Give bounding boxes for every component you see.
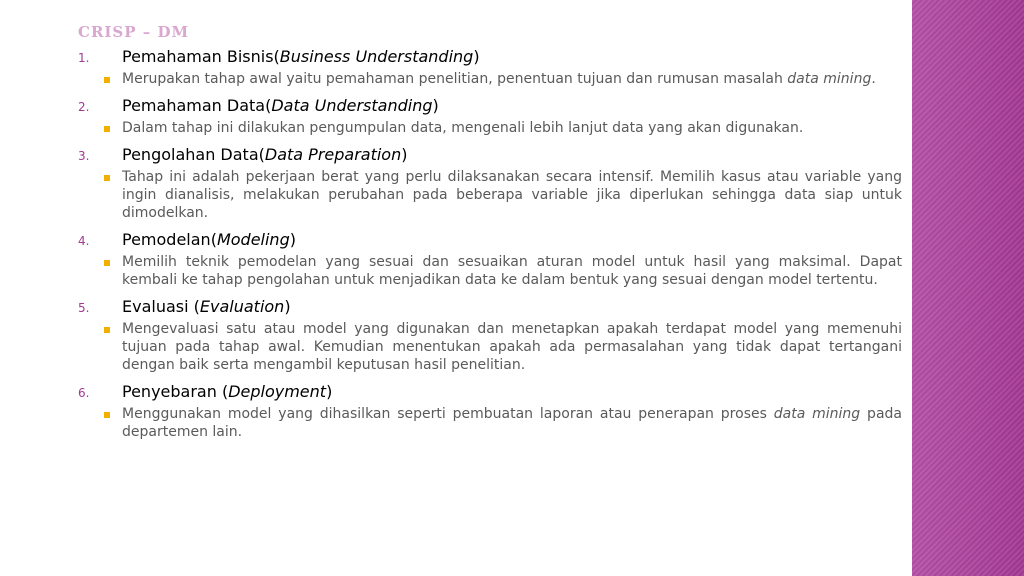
square-bullet-icon [104, 126, 110, 132]
step-title-italic: Modeling [216, 230, 290, 249]
desc-text-before: Dalam tahap ini dilakukan pengumpulan data, mengenali lebih lanjut data yang akan digunakan. [122, 120, 804, 136]
step-description-text [122, 320, 902, 374]
step-title [122, 379, 332, 405]
step-title-main: Evaluasi ( [122, 297, 200, 316]
desc-text-italic: data mining [787, 71, 872, 87]
square-bullet-icon [104, 412, 110, 418]
step-title-end: ) [473, 47, 480, 66]
desc-text-after: . [871, 71, 876, 87]
step-title-italic: Evaluation [199, 297, 285, 316]
list-item [78, 142, 902, 222]
desc-text-italic: data mining [773, 406, 861, 422]
step-description [78, 320, 902, 374]
step-title-main: Pengolahan Data( [122, 145, 265, 164]
step-title [122, 93, 439, 119]
desc-text-before: Mengevaluasi satu atau model yang digunakan dan menetapkan apakah terdapat model yang memenuhi tujuan pada tahap awal. Kemudian menentukan apakah ada permasalahan yang tidak dapat tertangani dengan baik serta mengambil keputusan hasil penelitian. [122, 321, 902, 373]
step-number: 6. [78, 386, 90, 400]
desc-text-before: Tahap ini adalah pekerjaan berat yang perlu dilaksanakan secara intensif. Memilih kasus atau variable yang ingin dianalisis, melakukan perubahan pada beberapa variable jika diperlukan sehingga data siap untuk dimodelkan. [122, 169, 902, 221]
step-description [78, 405, 902, 441]
step-title [122, 142, 407, 168]
step-title-end: ) [326, 382, 333, 401]
step-title-italic: Business Understanding [279, 47, 474, 66]
step-description-text [122, 253, 902, 289]
step-title [122, 227, 296, 253]
step-description [78, 168, 902, 222]
desc-text-before: Menggunakan model yang dihasilkan seperti pembuatan laporan atau penerapan proses [122, 406, 774, 422]
list-item [78, 227, 902, 289]
step-description [78, 119, 902, 137]
step-title-end: ) [401, 145, 408, 164]
step-number: 2. [78, 100, 90, 114]
step-description-text [122, 168, 902, 222]
step-description-text [122, 405, 902, 441]
step-heading [78, 93, 902, 119]
step-title [122, 294, 291, 320]
square-bullet-icon [104, 77, 110, 83]
step-number: 5. [78, 301, 90, 315]
square-bullet-icon [104, 175, 110, 181]
step-heading [78, 379, 902, 405]
list-item [78, 294, 902, 374]
step-number: 4. [78, 234, 90, 248]
slide-title: CRISP – DM [78, 23, 190, 41]
step-description-text [122, 119, 902, 137]
step-number: 3. [78, 149, 90, 163]
step-title-end: ) [289, 230, 296, 249]
step-description [78, 253, 902, 289]
step-heading [78, 44, 902, 70]
list-item [78, 379, 902, 441]
desc-text-after: pada departemen lain. [122, 406, 902, 440]
slide-content [78, 20, 902, 446]
step-heading [78, 294, 902, 320]
step-title-italic: Data Understanding [271, 96, 433, 115]
step-description [78, 70, 902, 88]
step-number: 1. [78, 51, 90, 65]
square-bullet-icon [104, 260, 110, 266]
decorative-side-bar [912, 0, 1024, 576]
desc-text-before: Memilih teknik pemodelan yang sesuai dan sesuaikan aturan model untuk hasil yang maksimal. Dapat kembali ke tahap pengolahan untuk menjadikan data ke dalam bentuk yang sesuai dengan model tertentu. [122, 254, 902, 288]
step-title-end: ) [284, 297, 291, 316]
square-bullet-icon [104, 327, 110, 333]
step-heading [78, 142, 902, 168]
step-title-main: Pemahaman Data( [122, 96, 272, 115]
list-item [78, 44, 902, 88]
desc-text-before: Merupakan tahap awal yaitu pemahaman penelitian, penentuan tujuan dan rumusan masalah [122, 71, 788, 87]
step-title-italic: Deployment [228, 382, 327, 401]
step-description-text [122, 70, 902, 88]
list-item [78, 93, 902, 137]
step-title [122, 44, 480, 70]
step-title-main: Pemodelan( [122, 230, 217, 249]
step-title-end: ) [432, 96, 439, 115]
crisp-dm-steps-list [78, 44, 902, 441]
step-title-main: Penyebaran ( [122, 382, 229, 401]
step-title-italic: Data Preparation [264, 145, 402, 164]
step-title-main: Pemahaman Bisnis( [122, 47, 280, 66]
step-heading [78, 227, 902, 253]
